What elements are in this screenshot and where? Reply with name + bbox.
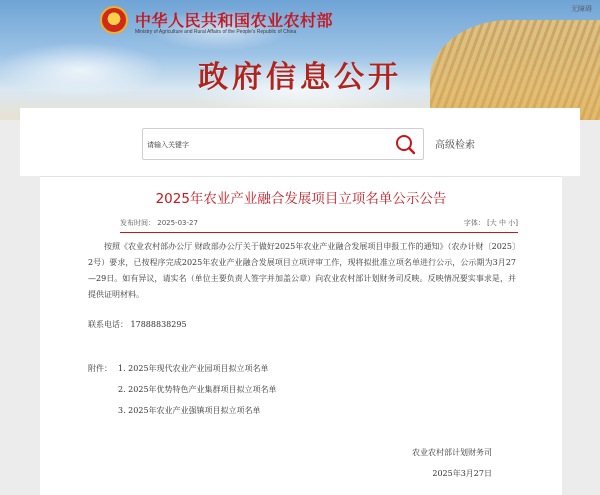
search-input[interactable] — [147, 136, 367, 154]
search-icon — [393, 132, 419, 156]
header-banner — [0, 0, 600, 120]
body-paragraph: 按照《农业农村部办公厅 财政部办公厅关于做好2025年农业产业融合发展项目申报工作的通知》（农办计财〔2025〕2号）要求，已按程序完成2025年农业产业融合发展项目立项评审工作，现将拟批准立项名单进行公示，公示期为3月27—29日。如有异议，请实名（单位主要负责人签字并加盖公章）向农业农村部计划财务司反映。反映情况要实事求是，并提供证明材料。 — [88, 242, 516, 299]
national-emblem-icon — [100, 6, 128, 34]
site-title[interactable]: 中华人民共和国农业农村部 — [135, 11, 334, 30]
title-divider — [120, 232, 518, 233]
search-bar — [20, 108, 580, 176]
article-meta — [120, 218, 518, 228]
contact-phone: 联系电话： 17888838295 — [88, 320, 187, 329]
publish-label: 发布时间： — [120, 219, 155, 227]
site-subtitle: Ministry of Agriculture and Rural Affairs of the People's Republic of China — [135, 29, 297, 35]
font-size-controls — [464, 218, 518, 228]
search-button[interactable] — [393, 132, 419, 156]
attachment-link-2[interactable]: 2. 2025年优势特色产业集群项目拟立项名单 — [118, 385, 277, 394]
attachment-link-3[interactable]: 3. 2025年农业产业强镇项目拟立项名单 — [118, 406, 261, 415]
section-title: 政府信息公开 — [198, 60, 402, 95]
publish-info — [120, 218, 198, 228]
signature-org: 农业农村部计划财务司 — [412, 448, 492, 457]
publish-date: 2025-03-27 — [157, 219, 198, 227]
font-label: 字体： — [463, 219, 485, 227]
font-medium-button[interactable]: 中 — [499, 219, 507, 227]
attachment-link-1[interactable]: 1. 2025年现代农业产业园项目拟立项名单 — [118, 364, 269, 373]
font-large-button[interactable]: [大 — [487, 219, 497, 227]
accessibility-link[interactable]: 无障碍 — [571, 5, 592, 13]
font-small-button[interactable]: 小] — [508, 219, 518, 227]
wheat-field-decoration — [430, 20, 600, 120]
advanced-search-link[interactable]: 高级检索 — [435, 140, 475, 151]
article-body — [88, 239, 516, 303]
search-box — [142, 128, 424, 160]
signature-date: 2025年3月27日 — [432, 469, 492, 478]
article-panel — [40, 176, 562, 495]
article-title: 2025年农业产业融合发展项目立项名单公示公告 — [155, 191, 447, 207]
attachments-label: 附件： — [88, 364, 112, 373]
